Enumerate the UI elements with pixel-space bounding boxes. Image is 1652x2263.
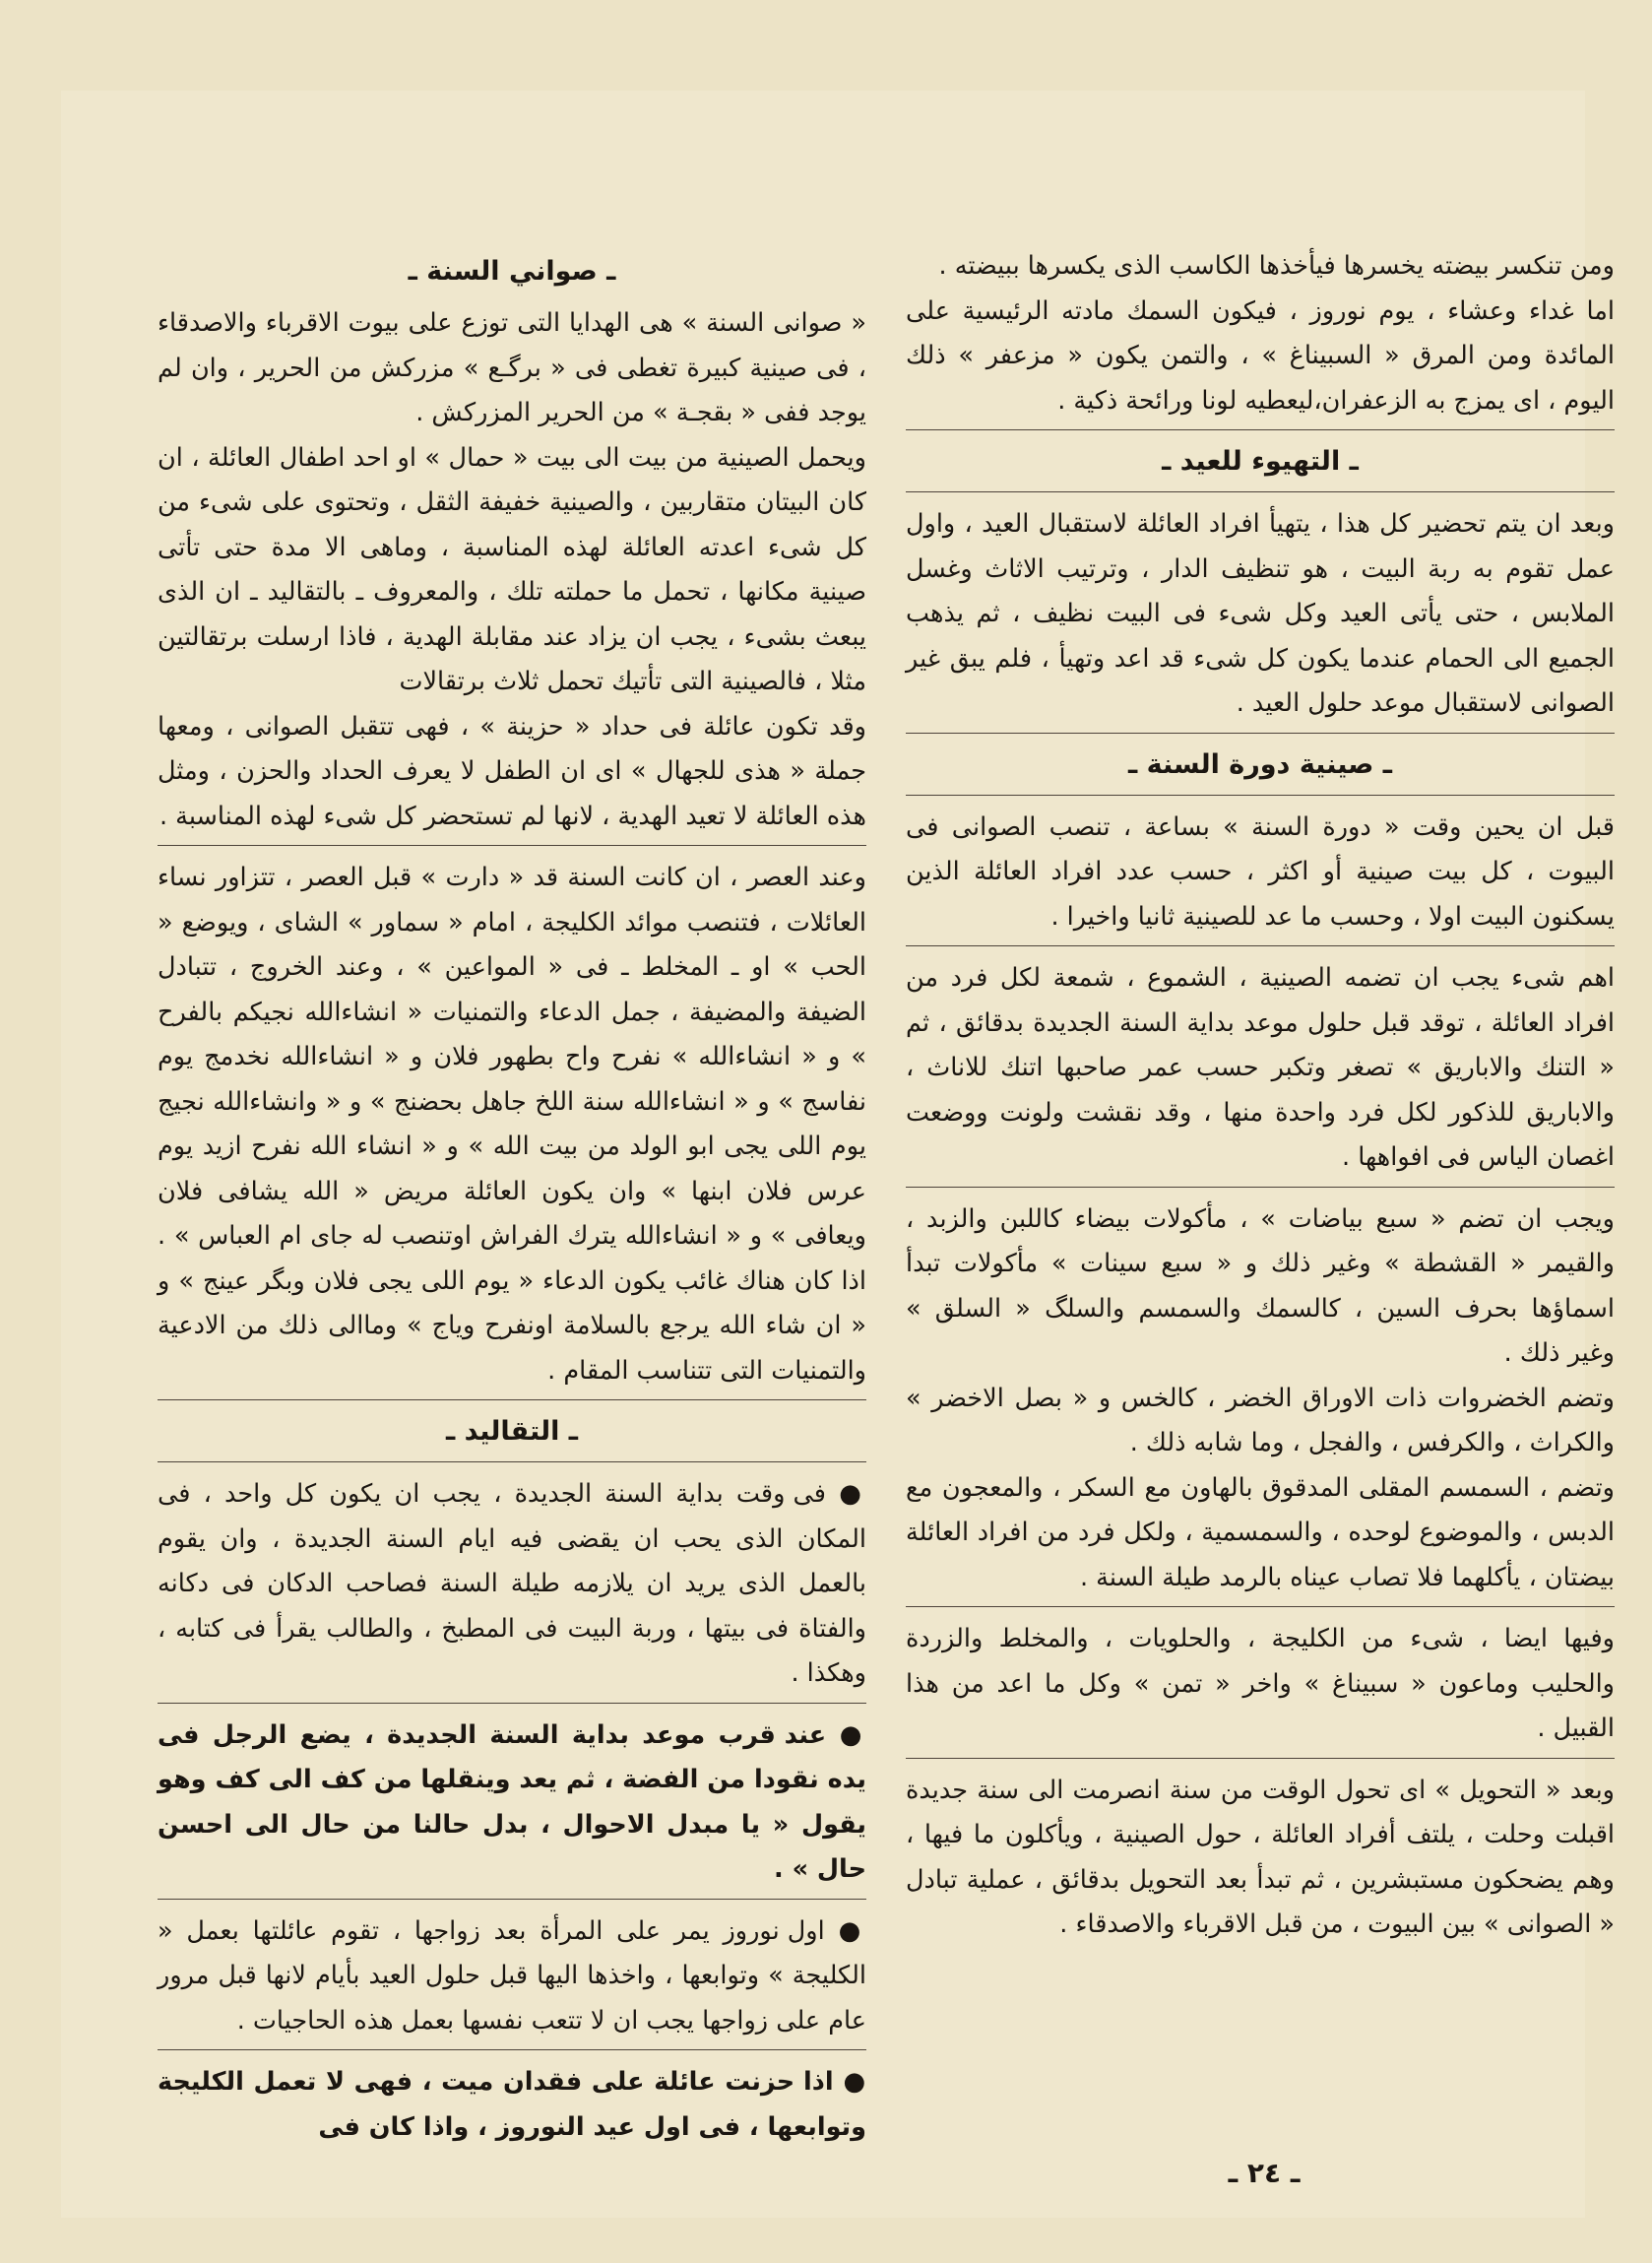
bullet-paragraph: ● اذا حزنت عائلة على فقدان ميت ، فهى لا تعمل الكليجة وتوابعها ، فى اول عيد النوروز ، واذا كان فى bbox=[158, 2060, 866, 2150]
divider bbox=[906, 1606, 1615, 1607]
paragraph: قبل ان يحين وقت « دورة السنة » بساعة ، تنصب الصوانى فى البيوت ، كل بيت صينية أو اكثر ، حسب عدد افراد العائلة الذين يسكنون البيت اولا ، وحسب ما عد للصينية ثانيا واخيرا . bbox=[906, 811, 1615, 932]
divider bbox=[158, 1461, 866, 1462]
bullet-paragraph: ● عند قرب موعد بداية السنة الجديدة ، يضع الرجل فى يده نقودا من الفضة ، ثم يعد وينقلها من كف الى كف وهو يقول « يا مبدل الاحوال ، بدل حالنا من حال الى احسن حال » . bbox=[158, 1713, 866, 1893]
divider bbox=[158, 2049, 866, 2050]
divider bbox=[158, 1703, 866, 1704]
paragraph: اما غداء وعشاء ، يوم نوروز ، فيكون السمك مادته الرئيسية على المائدة ومن المرق « السبيناغ » ، والتمن يكون « مزعفر » ذلك اليوم ، اى يمزج به الزعفران،ليعطيه لونا ورائحة ذكية . bbox=[906, 295, 1615, 416]
divider bbox=[906, 795, 1615, 796]
right-column bbox=[906, 244, 1615, 1948]
section-heading-new-year-tray: ـ صينية دورة السنة ـ bbox=[1128, 748, 1392, 780]
section-heading-preparation: ـ التهيوء للعيد ـ bbox=[1162, 446, 1359, 477]
bullet-paragraph: ● اول نوروز يمر على المرأة بعد زواجها ، تقوم عائلتها بعمل « الكليجة » وتوابعها ، واخذها اليها قبل حلول العيد بأيام لانها قبل مرور عام على زواجها يجب ان لا تتعب نفسها بعمل هذه الحاجيات . bbox=[158, 1909, 866, 2044]
divider bbox=[906, 491, 1615, 492]
paragraph: وتضم ، السمسم المقلى المدقوق بالهاون مع السكر ، والمعجون مع الدبس ، والموضوع لوحده ، والسمسمية ، ولكل فرد من افراد العائلة بيضتان ، يأكلهما فلا تصاب عيناه بالرمد طيلة السنة . bbox=[906, 1472, 1615, 1592]
divider bbox=[158, 845, 866, 846]
paragraph: وعند العصر ، ان كانت السنة قد « دارت » قبل العصر ، تتزاور نساء العائلات ، فتنصب موائد الكليجة ، امام « سماور » الشاى ، ويوضع « الحب » او ـ المخلط ـ فى « المواعين » ، وعند الخروج ، تتبادل الضيفة والمضيفة ، جمل الدعاء والتمنيات « انشاءالله نجيكم بالفرح » و « انشاءالله » نفرح واح بطهور فلان و « انشاءالله نخدمج يوم نفاسج » و « انشاءالله سنة اللخ جاهل بحضنج » و « وانشاءالله نجيج يوم اللى يجى ابو الولد من بيت الله » و « انشاء الله نفرح ازيد يوم عرس فلان ابنها » وان يكون العائلة مريض « الله يشافى فلان ويعافى » و « انشاءالله يترك الفراش اوتنصب له جاى ام العباس » . اذا كان هناك غائب يكون الدعاء « يوم اللى يجى فلان وبگر عينج » و « ان شاء الله يرجع بالسلامة اونفرح وياج » وماالى ذلك من الادعية والتمنيات التى تتناسب المقام . bbox=[158, 863, 866, 1386]
divider bbox=[158, 1399, 866, 1400]
paragraph: ويجب ان تضم « سبع بياضات » ، مأكولات بيضاء كاللبن والزبد ، والقيمر « القشطة » وغير ذلك و « سبع سينات » مأكولات تبدأ اسماؤها بحرف السين ، كالسمك والسمسم والسلگ « السلق » وغير ذلك . bbox=[906, 1203, 1615, 1368]
divider bbox=[906, 429, 1615, 430]
divider bbox=[158, 1899, 866, 1900]
section-heading-year-trays: ـ صواني السنة ـ bbox=[408, 256, 616, 287]
section-heading-traditions: ـ التقاليد ـ bbox=[446, 1416, 578, 1447]
bullet-paragraph: ● فى وقت بداية السنة الجديدة ، يجب ان يكون كل واحد ، فى المكان الذى يحب ان يقضى فيه ايام السنة الجديدة ، وان يقوم بالعمل الذى يريد ان يلازمه طيلة السنة فصاحب الدكان فى دكانه والفتاة فى بيتها ، وربة البيت فى المطبخ ، والطالب يقرأ فى كتابه ، وهكذا . bbox=[158, 1472, 866, 1697]
page-number: ـ ٢٤ ـ bbox=[1228, 2157, 1301, 2189]
divider bbox=[906, 733, 1615, 734]
paragraph: اهم شىء يجب ان تضمه الصينية ، الشموع ، شمعة لكل فرد من افراد العائلة ، توقد قبل حلول موعد بداية السنة الجديدة بدقائق ، ثم « التنك والاباريق » تصغر وتكبر حسب عمر صاحبها اتنك للاناث ، والاباريق للذكور لكل فرد واحدة منها ، وقد نقشت ولونت ووضعت اغصان الياس فى افواهها . bbox=[906, 963, 1615, 1172]
magazine-page bbox=[61, 91, 1615, 2218]
paragraph: وبعد ان يتم تحضير كل هذا ، يتهيأ افراد العائلة لاستقبال العيد ، واول عمل تقوم به ربة البيت ، هو تنظيف الدار ، وترتيب الاثاث وغسل الملابس ، حتى يأتى العيد وكل شىء فى البيت نظيف ، ثم يذهب الجميع الى الحمام عندما يكون كل شىء قد اعد وتهيأ ، فلم يبق غير الصوانى لاستقبال موعد حلول العيد . bbox=[906, 509, 1615, 718]
divider bbox=[906, 1758, 1615, 1759]
divider bbox=[906, 945, 1615, 946]
paragraph: ومن تنكسر بيضته يخسرها فيأخذها الكاسب الذى يكسرها ببيضته . bbox=[938, 251, 1615, 281]
left-column bbox=[158, 244, 866, 2150]
paragraph: وفيها ايضا ، شىء من الكليجة ، والحلويات ، والمخلط والزردة والحليب وماعون « سبيناغ » واخر « تمن » وكل ما اعد من هذا القبيل . bbox=[906, 1624, 1615, 1743]
paragraph: ويحمل الصينية من بيت الى بيت « حمال » او احد اطفال العائلة ، ان كان البيتان متقاربين ، والصينية خفيفة الثقل ، وتحتوى على شىء من كل شىء اعدته العائلة لهذه المناسبة ، وماهى الا مدة حتى تأتى صينية مكانها ، تحمل ما حملته تلك ، والمعروف ـ بالتقاليد ـ ان الذى يبعث بشىء ، يجب ان يزاد عند مقابلة الهدية ، فاذا ارسلت برتقالتين مثلا ، فالصينية التى تأتيك تحمل ثلاث برتقالات bbox=[158, 442, 866, 696]
paragraph: « صوانى السنة » هى الهدايا التى توزع على بيوت الاقرباء والاصدقاء ، فى صينية كبيرة تغطى فى « برگـع » مزركش من الحرير ، وان لم يوجد ففى « بقجـة » من الحرير المزركش . bbox=[158, 308, 866, 427]
divider bbox=[906, 1187, 1615, 1188]
paragraph: وتضم الخضروات ذات الاوراق الخضر ، كالخس و « بصل الاخضر » والكراث ، والكرفس ، والفجل ، وما شابه ذلك . bbox=[906, 1383, 1615, 1457]
paragraph: وبعد « التحويل » اى تحول الوقت من سنة انصرمت الى سنة جديدة اقبلت وحلت ، يلتف أفراد العائلة ، حول الصينية ، ويأكلون ما فيها ، وهم يضحكون مستبشرين ، ثم تبدأ بعد التحويل بدقائق ، عملية تبادل « الصوانى » بين البيوت ، من قبل الاقرباء والاصدقاء . bbox=[906, 1775, 1615, 1939]
paragraph: وقد تكون عائلة فى حداد « حزينة » ، فهى تتقبل الصوانى ، ومعها جملة « هذى للجهال » اى ان الطفل لا يعرف الحداد والحزن ، ومثل هذه العائلة لا تعيد الهدية ، لانها لم تستحضر كل شىء لهذه المناسبة . bbox=[158, 711, 866, 831]
